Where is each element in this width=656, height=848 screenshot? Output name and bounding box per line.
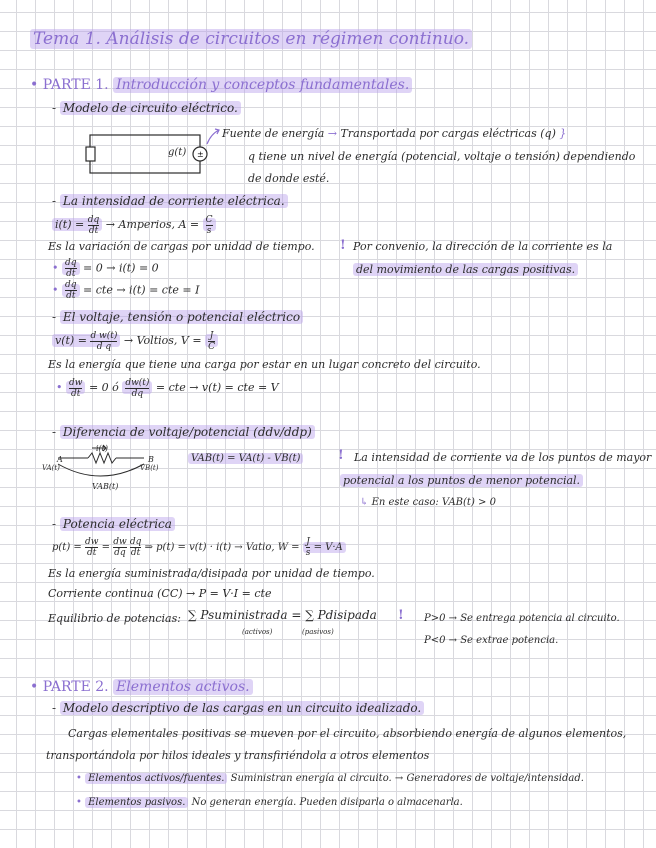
balance-sub-active: (activos) <box>242 628 273 636</box>
diff-fig-a: A <box>57 455 63 464</box>
part2-heading: • PARTE 2. Elementos activos. <box>30 679 253 696</box>
intensity-definition: Es la variación de cargas por unidad de tiempo. <box>48 240 315 253</box>
power-definition: Es la energía suministrada/disipada por unidad de tiempo. <box>48 567 375 580</box>
exclamation-icon: ! <box>340 238 346 253</box>
exclamation-icon: ! <box>338 448 344 463</box>
source-symbol: g(t) <box>168 147 187 158</box>
power-formula: p(t) = $\frac{dw}{dt}$ = $\frac{dw}{dq}$ $\frac{dq}{dt}$ ⇒ p(t) = v(t) · i(t) → Vatio, W = $\frac{J}{s}$ = V·A <box>52 537 346 559</box>
diff-note-1: La intensidad de corriente va de los puntos de mayor <box>354 451 652 464</box>
diff-formula: VAB(t) = VA(t) - VB(t) <box>188 452 303 465</box>
model-heading: - Modelo de circuito eléctrico. <box>52 102 241 115</box>
balance-formula: ∑ Psuministrada = ∑ Pdisipada <box>188 608 377 622</box>
part1-heading: • PARTE 1. Introducción y conceptos fundamentales. <box>30 77 412 94</box>
balance-sub-passive: (pasivos) <box>302 628 334 636</box>
intensity-heading: - La intensidad de corriente eléctrica. <box>52 195 288 208</box>
exclamation-icon: ! <box>398 608 404 623</box>
diff-note-2: potencial a los puntos de menor potencial. <box>340 474 583 487</box>
intensity-formula: i(t) = $\frac{dq}{dt}$ → Amperios, A = $\frac{C}{s}$ <box>52 214 216 236</box>
p-positive: P>0 → Se entrega potencia al circuito. <box>424 613 620 624</box>
voltage-definition: Es la energía que tiene una carga por estar en un lugar concreto del circuito. <box>48 358 481 371</box>
part2-bullet-passive: • Elementos pasivos. No generan energía. Pueden disiparla o almacenarla. <box>76 797 463 808</box>
svg-text:±: ± <box>197 150 204 159</box>
balance-label: Equilibrio de potencias: <box>48 612 181 625</box>
source-line: Fuente de energía → Transportada por cargas eléctricas (q) } <box>222 127 567 140</box>
intensity-bullet-1: • $\frac{dq}{dt}$ = 0 → i(t) = 0 <box>52 258 159 279</box>
part2-para-2: transportándola por hilos ideales y transfiriéndola a otros elementos <box>46 749 430 762</box>
diff-fig-vb: VB(t) <box>140 464 159 472</box>
diff-fig-vab: VAB(t) <box>92 482 119 491</box>
cc-line: Corriente continua (CC) → P = V·I = cte <box>48 587 272 600</box>
part2-bullet-active: • Elementos activos/fuentes. Suministran energía al circuito. → Generadores de voltaje/intensidad. <box>76 773 584 784</box>
convention-2: del movimiento de las cargas positivas. <box>353 263 578 276</box>
diff-fig-i: i(t) <box>96 444 109 453</box>
part2-subheading: - Modelo descriptivo de las cargas en un circuito idealizado. <box>52 702 424 715</box>
q-text-1: q tiene un nivel de energía (potencial, voltaje o tensión) dependiendo <box>248 150 636 163</box>
q-text-2: de donde esté. <box>248 172 330 185</box>
part2-para-1: Cargas elementales positivas se mueven por el circuito, absorbiendo energía de algunos elementos, <box>68 727 627 740</box>
power-heading: - Potencia eléctrica <box>52 518 175 531</box>
diff-note-3: ↳ En este caso: VAB(t) > 0 <box>360 497 496 508</box>
page-title: Tema 1. Análisis de circuitos en régimen continuo. <box>30 29 472 49</box>
diff-fig-b: B <box>148 455 154 464</box>
voltage-bullet: • $\frac{dw}{dt}$ = 0 ó $\frac{dw(t)}{dq}$ = cte → v(t) = cte = V <box>56 377 279 399</box>
diff-fig-va: VA(t) <box>42 464 60 472</box>
circuit-diagram <box>85 130 215 180</box>
diff-heading: - Diferencia de voltaje/potencial (ddv/ddp) <box>52 426 315 439</box>
p-negative: P<0 → Se extrae potencia. <box>424 635 559 646</box>
convention-1: Por convenio, la dirección de la corriente es la <box>353 240 613 253</box>
voltage-formula: v(t) = $\frac{\text{d w(t)}}{\text{d q}}$ → Voltios, V = $\frac{J}{C}$ <box>52 330 218 352</box>
intensity-bullet-2: • $\frac{dq}{dt}$ = cte → i(t) = cte = I <box>52 280 200 301</box>
voltage-heading: - El voltaje, tensión o potencial eléctrico <box>52 311 303 324</box>
